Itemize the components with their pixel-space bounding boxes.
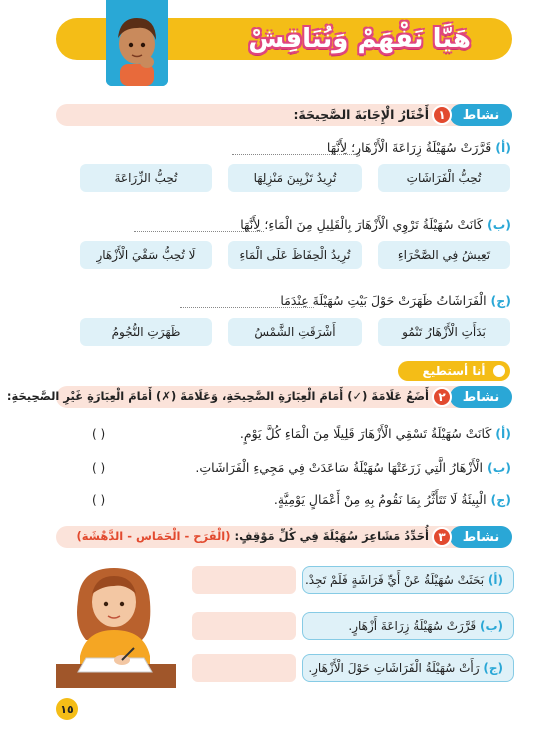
feeling-answer-field-a[interactable] <box>192 566 296 594</box>
statement-2b: (ب) الْأَزْهَارُ الَّتِي زَرَعَتْهَا سُهَيْلَةُ سَاعَدَتْ فِي مَجِيءِ الْفَرَاشَاتِ. <box>195 460 511 475</box>
situation-3a: (أ) بَحَثَتْ سُهَيْلَةُ عَنْ أَيِّ فَرَاشَةٍ فَلَمْ تَجِدْ. <box>302 566 514 594</box>
activity-3-label: نشاط <box>450 526 512 548</box>
option-1c-1[interactable]: بَدَأَتِ الْأَزْهَارُ تَنْمُو <box>378 318 510 346</box>
question-letter: أ <box>500 140 506 155</box>
question-1a: (أ) قَرَّرَتْ سُهَيْلَةُ زِرَاعَةَ الْأَزْهَارِ؛ لِأَنَّهَا <box>326 140 511 155</box>
situation-3b: (ب) قَرَّرَتْ سُهَيْلَةُ زِرَاعَةَ أَزْهَارٍ. <box>302 612 514 640</box>
question-1c: (ج) الْفَرَاشَاتُ ظَهَرَتْ حَوْلَ بَيْتِ سُهَيْلَةَ عِنْدَمَا <box>280 293 511 308</box>
girl-writing-illustration <box>56 560 176 688</box>
option-1a-2[interactable]: تُرِيدُ تَزْيِينَ مَنْزِلِهَا <box>228 164 362 192</box>
statement-text: كَانَتْ سُهَيْلَةُ تَسْقِي الْأَزْهَارَ قَلِيلًا مِنَ الْمَاءِ كُلَّ يَوْمٍ. <box>239 426 492 441</box>
activity-2-instruction: أَضَعُ عَلَامَةَ (✓) أَمَامَ الْعِبَارَةِ الصَّحِيحَةِ، وَعَلَامَةَ (✗) أَمَامَ الْعِبَارَةِ غَيْرِ الصَّحِيحَةِ: <box>6 389 429 403</box>
feeling-answer-field-b[interactable] <box>192 612 296 640</box>
statement-2a: (أ) كَانَتْ سُهَيْلَةُ تَسْقِي الْأَزْهَارَ قَلِيلًا مِنَ الْمَاءِ كُلَّ يَوْمٍ. <box>239 426 511 441</box>
question-letter: ( <box>505 140 511 155</box>
statement-text: الْأَزْهَارُ الَّتِي زَرَعَتْهَا سُهَيْلَةُ سَاعَدَتْ فِي مَجِيءِ الْفَرَاشَاتِ. <box>195 460 484 475</box>
activity-2-number: ٢ <box>432 387 452 407</box>
lesson-title: هَيَّا نَفْهَمْ وَنُنَاقِشْ <box>248 24 471 54</box>
answer-line <box>134 231 264 232</box>
option-1c-2[interactable]: أَشْرَقَتِ الشَّمْسُ <box>228 318 362 346</box>
activity-1-label: نشاط <box>450 104 512 126</box>
i-can-badge: أنا أستطيع <box>398 361 510 381</box>
statement-letter: ب <box>492 460 506 475</box>
activity-3-instruction-text: أُحَدِّدُ مَشَاعِرَ سُهَيْلَةَ فِي كُلِّ مَوْقِفٍ: <box>234 529 429 543</box>
statement-2c: (ج) الْبِيئَةُ لَا تَتَأَثَّرُ بِمَا نَقُومُ بِهِ مِنْ أَعْمَالٍ يَوْمِيَّةٍ. <box>273 492 511 507</box>
question-text: الْفَرَاشَاتُ ظَهَرَتْ حَوْلَ بَيْتِ سُهَيْلَةَ عِنْدَمَا <box>280 293 487 308</box>
question-letter: ج <box>496 293 506 308</box>
situation-letter: ب <box>485 619 498 633</box>
option-1a-1[interactable]: تُحِبُّ الْفَرَاشَاتِ <box>378 164 510 192</box>
activity-3-instruction <box>76 529 429 543</box>
situation-text: رَأَتْ سُهَيْلَةُ الْفَرَاشَاتِ حَوْلَ الْأَزْهَارِ. <box>308 661 480 675</box>
feelings-choices: (الْفَرَح - الْحَمَاس - الدَّهْشَة) <box>76 529 231 543</box>
option-1b-3[interactable]: لَا تُحِبُّ سَقْيَ الْأَزْهَارِ <box>80 241 212 269</box>
option-1c-3[interactable]: ظَهَرَتِ النُّجُومُ <box>80 318 212 346</box>
situation-3c: (ج) رَأَتْ سُهَيْلَةُ الْفَرَاشَاتِ حَوْلَ الْأَزْهَارِ. <box>302 654 514 682</box>
page-number: ١٥ <box>56 698 78 720</box>
activity-3-number: ٣ <box>432 527 452 547</box>
option-1b-2[interactable]: تُرِيدُ الْحِفَاظَ عَلَى الْمَاءِ <box>228 241 362 269</box>
check-box[interactable]: ( ) <box>92 493 106 507</box>
i-can-dot-icon <box>491 363 507 379</box>
statement-text: الْبِيئَةُ لَا تَتَأَثَّرُ بِمَا نَقُومُ بِهِ مِنْ أَعْمَالٍ يَوْمِيَّةٍ. <box>273 492 487 507</box>
situation-text: قَرَّرَتْ سُهَيْلَةُ زِرَاعَةَ أَزْهَارٍ. <box>348 619 477 633</box>
answer-line <box>180 307 314 308</box>
answer-line <box>232 154 360 155</box>
check-box[interactable]: ( ) <box>92 427 106 441</box>
situation-text: بَحَثَتْ سُهَيْلَةُ عَنْ أَيِّ فَرَاشَةٍ فَلَمْ تَجِدْ. <box>304 573 485 587</box>
activity-2-label: نشاط <box>450 386 512 408</box>
activity-1-number: ١ <box>432 105 452 125</box>
boy-character-illustration <box>106 0 168 86</box>
check-box[interactable]: ( ) <box>92 461 106 475</box>
question-1b: (ب) كَانَتْ سُهَيْلَةُ تَرْوِي الْأَزْهَارَ بِالْقَلِيلِ مِنَ الْمَاءِ؛ لِأَنَّهَا <box>240 217 511 232</box>
option-1a-3[interactable]: تُحِبُّ الزِّرَاعَةَ <box>80 164 212 192</box>
option-1b-1[interactable]: تَعِيشُ فِي الصَّحْرَاءِ <box>378 241 510 269</box>
statement-letter: أ <box>500 426 506 441</box>
statement-letter: ج <box>496 492 506 507</box>
activity-1-instruction: أَخْتَارُ الْإِجَابَةَ الصَّحِيحَةَ: <box>293 107 429 122</box>
question-letter: ب <box>492 217 506 232</box>
feeling-answer-field-c[interactable] <box>192 654 296 682</box>
question-text: قَرَّرَتْ سُهَيْلَةُ زِرَاعَةَ الْأَزْهَارِ؛ لِأَنَّهَا <box>326 140 492 155</box>
situation-letter: أ <box>493 573 498 587</box>
situation-letter: ج <box>488 661 498 675</box>
question-text: كَانَتْ سُهَيْلَةُ تَرْوِي الْأَزْهَارَ بِالْقَلِيلِ مِنَ الْمَاءِ؛ لِأَنَّهَا <box>240 217 484 232</box>
